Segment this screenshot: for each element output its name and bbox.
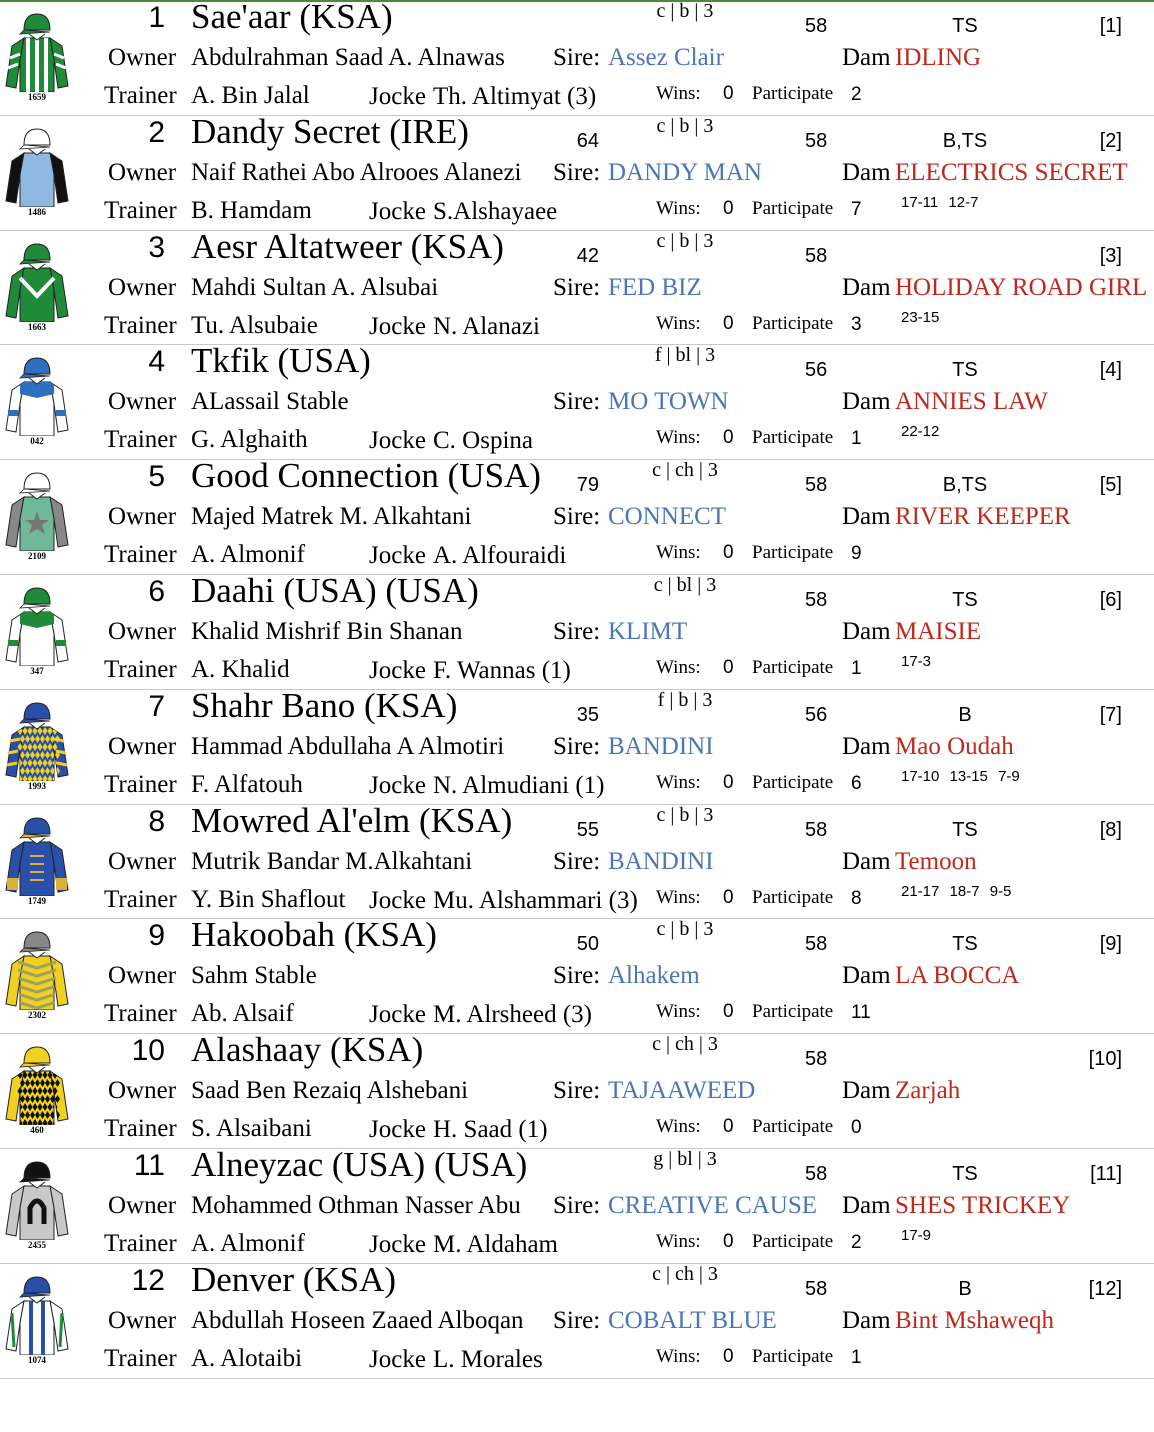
owner-name: Majed Matrek M. Alkahtani: [191, 503, 472, 531]
sire-label: Sire:: [553, 962, 601, 990]
jockey-label: Jocke: [369, 886, 426, 914]
owner-name: Naif Rathei Abo Alrooes Alanezi: [191, 158, 522, 186]
wins-count: 0: [723, 312, 734, 334]
jockey-name: L. Morales: [433, 1345, 543, 1373]
horse-name: Daahi (USA) (USA): [191, 574, 479, 610]
wins-label: Wins:: [656, 427, 701, 449]
horse-name: Aesr Altatweer (KSA): [191, 229, 504, 266]
dam-link[interactable]: SHES TRICKEY: [895, 1192, 1071, 1219]
silk-number: 1074: [28, 1354, 46, 1365]
gate-draw: [6]: [1099, 589, 1122, 611]
runner-row: [0, 574, 1154, 690]
sire-label: Sire:: [553, 44, 601, 71]
jockey-label: Jocke: [369, 427, 426, 455]
jockey-label: Jocke: [369, 312, 426, 340]
dam-link[interactable]: HOLIDAY ROAD GIRL: [895, 273, 1148, 301]
rating: 55: [576, 818, 599, 841]
sex-color-age: g | bl | 3: [653, 1148, 717, 1170]
owner-label: Owner: [108, 273, 177, 301]
wins-label: Wins:: [656, 312, 701, 334]
jockey-silk-icon: [2, 1041, 72, 1135]
owner-name: Mahdi Sultan A. Alsubai: [191, 273, 439, 301]
wins-label: Wins:: [656, 197, 701, 219]
sire-label: Sire:: [553, 1077, 601, 1105]
jockey-label: Jocke: [369, 1001, 426, 1029]
jockey-name: A. Alfouraidi: [433, 542, 567, 570]
equipment: TS: [952, 359, 978, 382]
owner-label: Owner: [108, 618, 177, 645]
owner-label: Owner: [108, 847, 177, 875]
wins-label: Wins:: [656, 886, 701, 908]
trainer-label: Trainer: [104, 656, 177, 683]
silk-number: 1486: [28, 206, 46, 217]
sire-link[interactable]: BANDINI: [608, 732, 714, 760]
gate-draw: [10]: [1088, 1048, 1122, 1071]
trainer-name: S. Alsaibani: [191, 1115, 312, 1143]
trainer-name: A. Almonif: [191, 541, 305, 569]
owner-name: Hammad Abdullaha A Almotiri: [191, 732, 505, 760]
equipment: B,TS: [942, 474, 988, 497]
gate-draw: [12]: [1088, 1277, 1122, 1300]
gate-draw: [1]: [1099, 15, 1122, 37]
runner-number: 4: [148, 345, 165, 379]
sex-color-age: c | ch | 3: [652, 1262, 718, 1285]
rating: 42: [576, 244, 599, 267]
wins-count: 0: [723, 1231, 734, 1252]
participate-count: 7: [851, 198, 862, 220]
participate-count: 2: [851, 84, 862, 105]
weight: 58: [805, 129, 828, 152]
trainer-name: B. Hamdam: [191, 196, 312, 224]
equipment: B: [958, 703, 972, 726]
sex-color-age: c | ch | 3: [652, 1033, 718, 1056]
owner-name: Abdulrahman Saad A. Alnawas: [191, 44, 505, 71]
wins-count: 0: [723, 1001, 734, 1023]
owner-name: ALassail Stable: [191, 388, 349, 416]
equipment: TS: [952, 15, 978, 37]
equipment: TS: [952, 933, 978, 956]
sire-link[interactable]: Alhakem: [608, 962, 700, 990]
trainer-name: Tu. Alsubaie: [191, 311, 318, 339]
owner-name: Mutrik Bandar M.Alkahtani: [191, 847, 473, 875]
sire-label: Sire:: [553, 847, 601, 875]
sex-color-age: c | bl | 3: [653, 574, 717, 596]
sire-link[interactable]: KLIMT: [608, 618, 688, 645]
jockey-name: C. Ospina: [433, 427, 533, 455]
sex-color-age: f | bl | 3: [654, 344, 716, 367]
runner-row: [0, 918, 1154, 1034]
rating: 35: [576, 703, 599, 726]
dam-link[interactable]: ELECTRICS SECRET: [895, 158, 1128, 186]
runner-number: 8: [148, 804, 165, 838]
wins-count: 0: [723, 886, 734, 908]
sex-color-age: c | b | 3: [656, 803, 714, 826]
participate-count: 0: [851, 1117, 862, 1139]
weight: 58: [805, 818, 828, 841]
horse-name: Alashaay (KSA): [191, 1033, 424, 1070]
dam-label: Dam: [842, 847, 891, 875]
runner-number: 11: [133, 1149, 165, 1182]
weight: 56: [805, 359, 828, 382]
runner-row: [0, 344, 1154, 460]
sire-link[interactable]: CONNECT: [608, 503, 727, 531]
runner-row: [0, 1033, 1154, 1149]
owner-label: Owner: [108, 962, 177, 990]
horse-name: Hakoobah (KSA): [191, 918, 437, 955]
participate-label: Participate: [752, 83, 834, 104]
gate-draw: [3]: [1099, 244, 1122, 267]
gate-draw: [9]: [1099, 933, 1122, 956]
runner-row: [0, 230, 1154, 346]
participate-count: 1: [851, 658, 862, 679]
dam-label: Dam: [842, 158, 891, 186]
sire-label: Sire:: [553, 388, 601, 416]
owner-label: Owner: [108, 1192, 177, 1219]
participate-label: Participate: [752, 1345, 834, 1367]
runner-number: 10: [131, 1034, 165, 1068]
equipment: B,TS: [942, 129, 988, 152]
runner-number: 7: [148, 689, 165, 723]
owner-name: Abdullah Hoseen Zaaed Alboqan: [191, 1306, 524, 1334]
weight: 58: [805, 244, 828, 267]
silk-number: 1993: [28, 780, 46, 791]
owner-label: Owner: [108, 44, 177, 71]
silk-number: 1663: [28, 321, 46, 332]
jockey-label: Jocke: [369, 1116, 426, 1144]
equipment: B: [958, 1277, 972, 1300]
sire-label: Sire:: [553, 503, 601, 531]
recent-form: 17-11 12-7: [901, 193, 979, 211]
dam-label: Dam: [842, 732, 891, 760]
participate-label: Participate: [752, 1116, 834, 1138]
horse-name: Shahr Bano (KSA): [191, 688, 458, 725]
jockey-label: Jocke: [369, 1231, 426, 1258]
horse-name: Denver (KSA): [191, 1262, 397, 1299]
owner-label: Owner: [108, 503, 177, 531]
trainer-label: Trainer: [104, 426, 177, 454]
participate-count: 9: [851, 543, 862, 565]
participate-count: 8: [851, 887, 862, 909]
sire-label: Sire:: [553, 1192, 601, 1219]
trainer-label: Trainer: [104, 885, 177, 913]
dam-label: Dam: [842, 388, 891, 416]
trainer-name: A. Khalid: [191, 656, 290, 683]
sire-link[interactable]: COBALT BLUE: [608, 1306, 777, 1334]
horse-name: Dandy Secret (IRE): [191, 114, 469, 151]
wins-count: 0: [723, 83, 734, 104]
silk-number: 1749: [28, 895, 46, 906]
dam-link[interactable]: Bint Mshaweqh: [895, 1306, 1055, 1334]
weight: 58: [805, 933, 828, 956]
sex-color-age: c | b | 3: [656, 0, 714, 22]
runner-number: 12: [131, 1263, 165, 1297]
silk-number: 042: [30, 436, 44, 447]
weight: 58: [805, 1277, 828, 1300]
horse-name: Sae'aar (KSA): [191, 0, 393, 36]
horse-name: Alneyzac (USA) (USA): [191, 1148, 528, 1184]
trainer-name: A. Almonif: [191, 1230, 305, 1257]
weight: 58: [805, 474, 828, 497]
gate-draw: [4]: [1099, 359, 1122, 382]
jockey-silk-icon: [2, 1271, 72, 1365]
trainer-label: Trainer: [104, 1115, 177, 1143]
wins-count: 0: [723, 427, 734, 449]
dam-label: Dam: [842, 273, 891, 301]
wins-label: Wins:: [656, 657, 701, 678]
silk-number: 2302: [28, 1010, 46, 1021]
sire-label: Sire:: [553, 273, 601, 301]
sire-label: Sire:: [553, 618, 601, 645]
runner-row: [0, 0, 1154, 116]
weight: 58: [805, 1048, 828, 1071]
silk-number: 347: [30, 666, 44, 676]
jockey-name: N. Almudiani (1): [433, 771, 605, 799]
jockey-silk-icon: [2, 467, 72, 561]
participate-label: Participate: [752, 771, 834, 793]
trainer-label: Trainer: [104, 196, 177, 224]
participate-label: Participate: [752, 1001, 834, 1023]
recent-form: 21-17 18-7 9-5: [901, 882, 1012, 900]
participate-count: 3: [851, 313, 862, 335]
weight: 58: [805, 1163, 828, 1185]
sire-link[interactable]: MO TOWN: [608, 388, 729, 416]
sire-link[interactable]: BANDINI: [608, 847, 714, 875]
jockey-label: Jocke: [369, 542, 426, 570]
sire-label: Sire:: [553, 1306, 601, 1334]
participate-count: 1: [851, 1346, 862, 1368]
dam-link[interactable]: IDLING: [895, 44, 982, 71]
dam-link[interactable]: Temoon: [895, 847, 977, 875]
wins-label: Wins:: [656, 771, 701, 793]
recent-form: 17-9: [901, 1227, 932, 1244]
trainer-label: Trainer: [104, 1344, 177, 1372]
jockey-name: M. Alrsheed (3): [433, 1001, 592, 1029]
jockey-name: S.Alshayaee: [433, 197, 558, 225]
gate-draw: [7]: [1099, 703, 1122, 726]
jockey-silk-icon: [2, 8, 72, 102]
trainer-name: Ab. Alsaif: [191, 1000, 294, 1028]
jockey-name: N. Alanazi: [433, 312, 540, 340]
owner-label: Owner: [108, 1077, 177, 1105]
runner-row: [0, 1263, 1154, 1379]
jockey-label: Jocke: [369, 657, 426, 684]
silk-number: 2455: [28, 1240, 46, 1250]
runner-number: 3: [148, 230, 165, 264]
trainer-name: Y. Bin Shaflout: [191, 885, 346, 913]
equipment: TS: [952, 818, 978, 841]
participate-label: Participate: [752, 886, 834, 908]
runner-number: 1: [148, 1, 165, 34]
trainer-name: A. Alotaibi: [191, 1344, 303, 1372]
wins-label: Wins:: [656, 1345, 701, 1367]
dam-link[interactable]: LA BOCCA: [895, 962, 1020, 990]
dam-link[interactable]: Mao Oudah: [895, 732, 1014, 760]
participate-count: 2: [851, 1232, 862, 1253]
participate-count: 6: [851, 772, 862, 794]
sex-color-age: c | ch | 3: [652, 459, 718, 482]
trainer-label: Trainer: [104, 311, 177, 339]
jockey-silk-icon: [2, 582, 72, 676]
sire-link[interactable]: CREATIVE CAUSE: [608, 1192, 818, 1219]
trainer-name: A. Bin Jalal: [191, 82, 310, 109]
runner-row: [0, 689, 1154, 805]
dam-label: Dam: [842, 962, 891, 990]
sire-link[interactable]: FED BIZ: [608, 273, 702, 301]
dam-link[interactable]: ANNIES LAW: [895, 388, 1048, 416]
sex-color-age: c | b | 3: [656, 114, 714, 137]
sire-link[interactable]: Assez Clair: [608, 44, 724, 71]
runner-row: [0, 1148, 1154, 1264]
wins-label: Wins:: [656, 542, 701, 564]
horse-name: Mowred Al'elm (KSA): [191, 803, 513, 840]
weight: 58: [805, 589, 828, 611]
dam-link[interactable]: RIVER KEEPER: [895, 503, 1071, 531]
trainer-label: Trainer: [104, 82, 177, 109]
sire-link[interactable]: DANDY MAN: [608, 158, 762, 186]
sire-label: Sire:: [553, 158, 601, 186]
owner-name: Saad Ben Rezaiq Alshebani: [191, 1077, 469, 1105]
gate-draw: [11]: [1090, 1163, 1122, 1185]
dam-label: Dam: [842, 1077, 891, 1105]
runner-row: [0, 115, 1154, 231]
jockey-silk-icon: [2, 697, 72, 791]
participate-label: Participate: [752, 312, 834, 334]
sex-color-age: c | b | 3: [656, 229, 714, 252]
dam-label: Dam: [842, 618, 891, 645]
wins-label: Wins:: [656, 1116, 701, 1138]
gate-draw: [8]: [1099, 818, 1122, 841]
recent-form: 22-12: [901, 423, 940, 441]
wins-count: 0: [723, 771, 734, 793]
trainer-name: G. Alghaith: [191, 426, 308, 454]
wins-count: 0: [723, 542, 734, 564]
jockey-label: Jocke: [369, 83, 426, 110]
runner-number: 2: [148, 115, 165, 149]
participate-label: Participate: [752, 1231, 834, 1252]
jockey-silk-icon: [2, 238, 72, 332]
jockey-silk-icon: [2, 812, 72, 906]
trainer-label: Trainer: [104, 541, 177, 569]
jockey-name: M. Aldaham: [433, 1231, 558, 1258]
wins-count: 0: [723, 1345, 734, 1367]
horse-name: Good Connection (USA): [191, 459, 541, 496]
wins-count: 0: [723, 657, 734, 678]
jockey-silk-icon: [2, 1156, 72, 1250]
owner-name: Mohammed Othman Nasser Abu: [191, 1192, 521, 1219]
equipment: TS: [952, 589, 978, 611]
jockey-silk-icon: [2, 123, 72, 217]
wins-count: 0: [723, 1116, 734, 1138]
rating: 50: [576, 933, 599, 956]
jockey-silk-icon: [2, 926, 72, 1020]
dam-label: Dam: [842, 503, 891, 531]
owner-name: Sahm Stable: [191, 962, 317, 990]
owner-label: Owner: [108, 158, 177, 186]
dam-link[interactable]: Zarjah: [895, 1077, 961, 1105]
recent-form: 17-3: [901, 653, 932, 670]
jockey-label: Jocke: [369, 1345, 426, 1373]
dam-label: Dam: [842, 1192, 891, 1219]
silk-number: 1659: [28, 92, 46, 102]
trainer-label: Trainer: [104, 1230, 177, 1257]
trainer-label: Trainer: [104, 770, 177, 798]
participate-label: Participate: [752, 427, 834, 449]
jockey-label: Jocke: [369, 771, 426, 799]
sire-link[interactable]: TAJAAWEED: [608, 1077, 756, 1105]
trainer-name: F. Alfatouh: [191, 770, 303, 798]
rating: 79: [576, 474, 599, 497]
dam-label: Dam: [842, 1306, 891, 1334]
recent-form: 23-15: [901, 308, 940, 326]
participate-count: 11: [851, 1002, 871, 1024]
weight: 56: [805, 703, 828, 726]
jockey-name: H. Saad (1): [433, 1116, 548, 1144]
owner-label: Owner: [108, 732, 177, 760]
participate-label: Participate: [752, 542, 834, 564]
runner-number: 9: [148, 919, 165, 953]
runner-row: [0, 459, 1154, 575]
sire-label: Sire:: [553, 732, 601, 760]
dam-label: Dam: [842, 44, 891, 71]
silk-number: 460: [30, 1125, 44, 1136]
sex-color-age: f | b | 3: [657, 688, 713, 711]
runner-row: [0, 804, 1154, 920]
runner-number: 5: [148, 460, 165, 494]
jockey-name: Mu. Alshammari (3): [433, 886, 638, 914]
recent-form: 17-10 13-15 7-9: [901, 767, 1020, 785]
dam-link[interactable]: MAISIE: [895, 618, 982, 645]
horse-name: Tkfik (USA): [191, 344, 371, 381]
silk-number: 2109: [28, 551, 46, 562]
jockey-label: Jocke: [369, 197, 426, 225]
owner-label: Owner: [108, 388, 177, 416]
wins-count: 0: [723, 197, 734, 219]
owner-label: Owner: [108, 1306, 177, 1334]
equipment: TS: [952, 1163, 978, 1185]
trainer-label: Trainer: [104, 1000, 177, 1028]
wins-label: Wins:: [656, 1001, 701, 1023]
rating: 64: [576, 129, 599, 152]
jockey-silk-icon: [2, 352, 72, 446]
jockey-name: Th. Altimyat (3): [433, 83, 597, 110]
wins-label: Wins:: [656, 1231, 701, 1252]
weight: 58: [805, 15, 828, 37]
gate-draw: [2]: [1099, 129, 1122, 152]
participate-count: 1: [851, 428, 862, 450]
owner-name: Khalid Mishrif Bin Shanan: [191, 618, 463, 645]
runner-number: 6: [148, 575, 165, 608]
sex-color-age: c | b | 3: [656, 918, 714, 941]
gate-draw: [5]: [1099, 474, 1122, 497]
wins-label: Wins:: [656, 83, 701, 104]
participate-label: Participate: [752, 197, 834, 219]
participate-label: Participate: [752, 657, 834, 678]
jockey-name: F. Wannas (1): [433, 657, 571, 684]
